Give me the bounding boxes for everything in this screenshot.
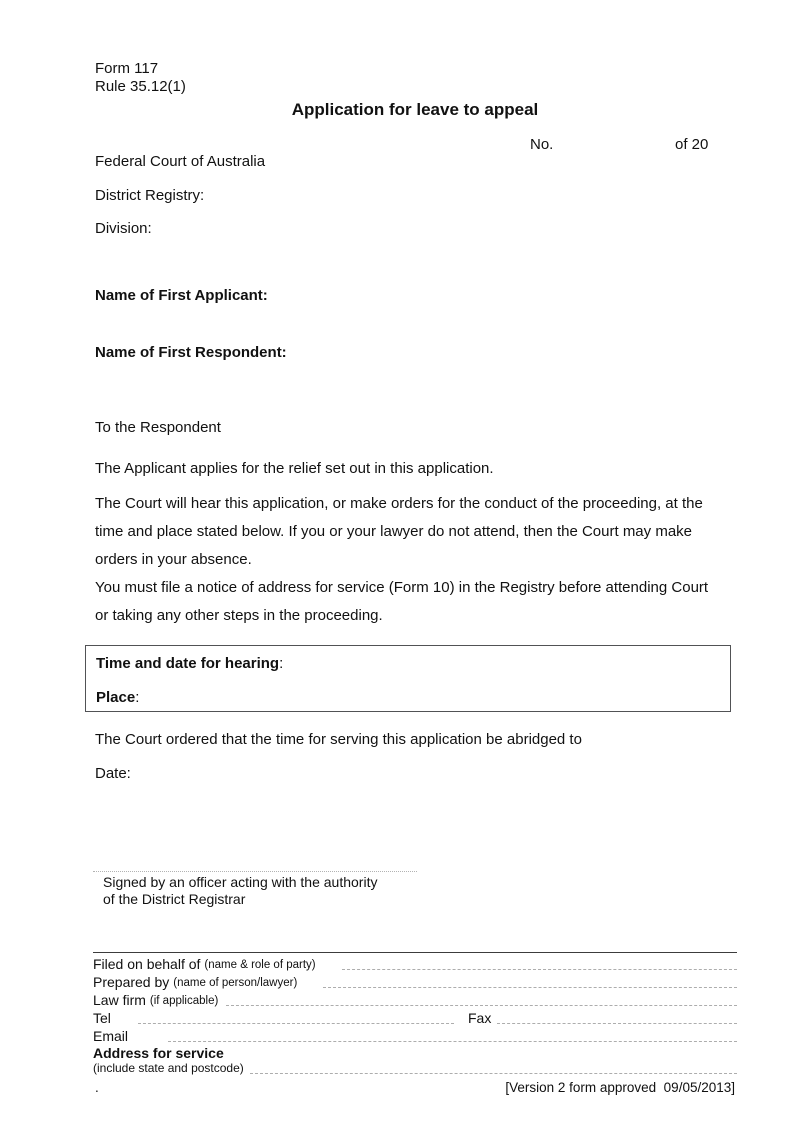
- address-for-service-label: Address for service: [93, 1045, 224, 1061]
- version-note: [Version 2 form approved 09/05/2013]: [505, 1080, 735, 1095]
- court-name: Federal Court of Australia: [95, 153, 266, 170]
- address-for-service-notice-paragraph: You must file a notice of address for service (Form 10) in the Registry before attending Court or taking any other steps in the proceeding.: [95, 579, 709, 624]
- tel-fax-row: [93, 1008, 737, 1026]
- tel-line: [138, 1023, 454, 1024]
- fax-line: [497, 1023, 737, 1024]
- hearing-place-label: Place: [96, 689, 136, 706]
- division-label: Division:: [95, 220, 152, 237]
- law-firm-hint: (if applicable): [149, 995, 219, 1007]
- relief-paragraph: The Applicant applies for the relief set out in this application.: [95, 460, 494, 477]
- case-no-year-suffix: of 20: [675, 136, 709, 153]
- district-registry-label: District Registry:: [95, 187, 205, 204]
- abridged-time-line: The Court ordered that the time for serving this application be abridged to: [95, 731, 582, 748]
- law-firm-label: Law firm: [93, 992, 146, 1008]
- email-label: Email: [93, 1028, 129, 1044]
- filed-on-behalf-line: [342, 969, 737, 970]
- prepared-by-line: [323, 987, 737, 988]
- hearing-place-line: [96, 689, 720, 706]
- hearing-box: [85, 645, 731, 712]
- law-firm-row: [93, 990, 737, 1008]
- hearing-notice-paragraph: The Court will hear this application, or make orders for the conduct of the proceeding, at the time and place stated below. If you or your lawyer do not attend, then the Court may make orders in your absence.: [95, 495, 703, 568]
- email-row: [93, 1026, 737, 1044]
- email-line: [168, 1041, 737, 1042]
- prepared-by-label: Prepared by: [93, 974, 170, 990]
- first-applicant-label: Name of First Applicant:: [95, 287, 268, 304]
- filed-on-behalf-label: Filed on behalf of: [93, 956, 201, 972]
- prepared-by-hint: (name of person/lawyer): [173, 977, 298, 989]
- tel-label: Tel: [93, 1010, 111, 1026]
- case-number-row: [95, 136, 735, 153]
- filed-on-behalf-hint: (name & role of party): [204, 959, 316, 971]
- signature-line-2: of the District Registrar: [103, 891, 246, 907]
- address-for-service-labels: [93, 1045, 244, 1076]
- law-firm-line: [226, 1005, 737, 1006]
- hearing-time-label: Time and date for hearing: [96, 655, 280, 672]
- form-identifier: [95, 60, 735, 96]
- address-for-service-line: [250, 1073, 737, 1074]
- prepared-by-row: [93, 972, 737, 990]
- case-no-label: No.: [530, 136, 554, 153]
- to-respondent-line: To the Respondent: [95, 419, 221, 436]
- date-label: Date:: [95, 765, 131, 782]
- signature-line-1: Signed by an officer acting with the authority: [103, 874, 378, 890]
- fax-label: Fax: [468, 1010, 492, 1026]
- trailing-period: .: [95, 1080, 99, 1095]
- form-number: Form 117: [95, 60, 159, 77]
- address-for-service-hint: (include state and postcode): [93, 1061, 244, 1075]
- filed-on-behalf-row: [93, 954, 737, 972]
- first-respondent-label: Name of First Respondent:: [95, 344, 287, 361]
- hearing-time-line: [96, 655, 720, 672]
- page-bottom-row: [95, 1080, 735, 1096]
- signature-block: [93, 871, 417, 908]
- hearing-time-colon: :: [279, 655, 284, 672]
- form-rule: Rule 35.12(1): [95, 78, 186, 95]
- filing-details-block: [93, 952, 737, 1076]
- address-for-service-row: [93, 1045, 737, 1076]
- form-content: [95, 0, 735, 1096]
- page-title: Application for leave to appeal: [291, 100, 539, 119]
- hearing-place-colon: :: [135, 689, 140, 706]
